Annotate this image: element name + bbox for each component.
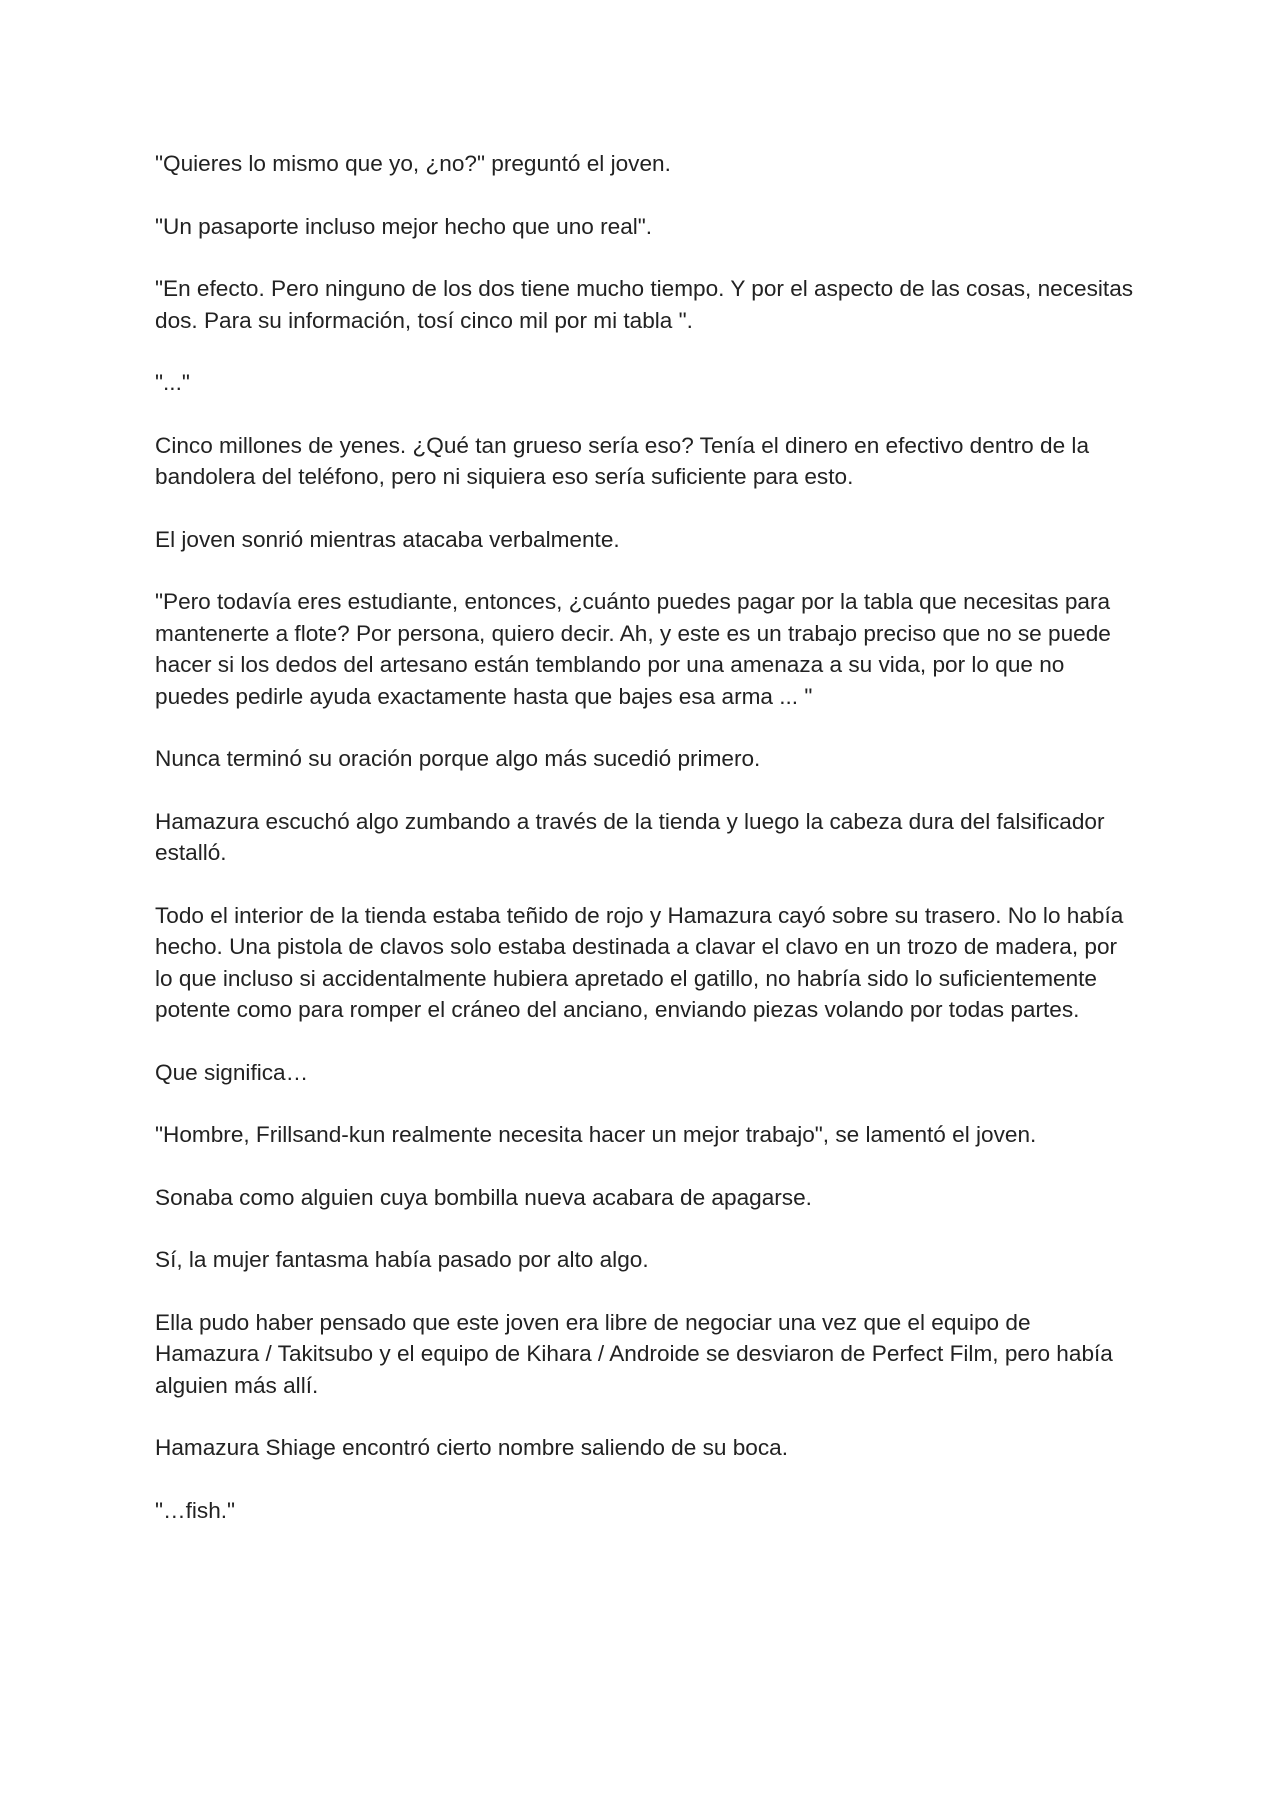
paragraph: Sí, la mujer fantasma había pasado por alto algo. xyxy=(155,1247,649,1272)
paragraph: "Quieres lo mismo que yo, ¿no?" preguntó el joven. xyxy=(155,151,671,176)
paragraph: Ella pudo haber pensado que este joven era libre de negociar una vez que el equipo de Hamazura / Takitsubo y el equipo de Kihara / Androide se desviaron de Perfect Film, pero había alguien más allí. xyxy=(155,1309,1120,1398)
paragraph: Cinco millones de yenes. ¿Qué tan grueso sería eso? Tenía el dinero en efectivo dentro de la bandolera del teléfono, pero ni siquiera eso sería suficiente para esto. xyxy=(155,432,1096,489)
paragraph: "Pero todavía eres estudiante, entonces, ¿cuánto puedes pagar por la tabla que necesitas para mantenerte a flote? Por persona, quiero decir. Ah, y este es un trabajo preciso que no se puede hacer si los dedos del artesano están temblando por una amenaza a su vida, por lo que no puedes pedirle ayuda exactamente hasta que bajes esa arma ... " xyxy=(155,589,1118,709)
paragraph: "Hombre, Frillsand-kun realmente necesita hacer un mejor trabajo", se lamentó el joven. xyxy=(155,1122,1037,1147)
paragraph: Hamazura escuchó algo zumbando a través de la tienda y luego la cabeza dura del falsificador estalló. xyxy=(155,808,1118,865)
paragraph: Todo el interior de la tienda estaba teñido de rojo y Hamazura cayó sobre su trasero. No lo había hecho. Una pistola de clavos solo estaba destinada a clavar el clavo en un trozo de madera, por lo que incluso si accidentalmente hubiera apretado el gatillo, no habría sido lo suficientemente potente como para romper el cráneo del anciano, enviando piezas volando por todas partes. xyxy=(155,902,1130,1022)
paragraph: "En efecto. Pero ninguno de los dos tiene mucho tiempo. Y por el aspecto de las cosas, necesitas dos. Para su información, tosí cinco mil por mi tabla ". xyxy=(155,276,1140,333)
paragraph: "Un pasaporte incluso mejor hecho que uno real". xyxy=(155,213,653,239)
paragraph: Sonaba como alguien cuya bombilla nueva acabara de apagarse. xyxy=(155,1184,812,1210)
document-page xyxy=(155,148,1140,1557)
paragraph: Que significa… xyxy=(155,1059,309,1085)
paragraph: "..." xyxy=(155,370,190,395)
paragraph: "…fish." xyxy=(155,1497,236,1523)
paragraph: El joven sonrió mientras atacaba verbalmente. xyxy=(155,526,620,552)
paragraph: Hamazura Shiage encontró cierto nombre saliendo de su boca. xyxy=(155,1435,789,1460)
paragraph: Nunca terminó su oración porque algo más sucedió primero. xyxy=(155,746,761,771)
